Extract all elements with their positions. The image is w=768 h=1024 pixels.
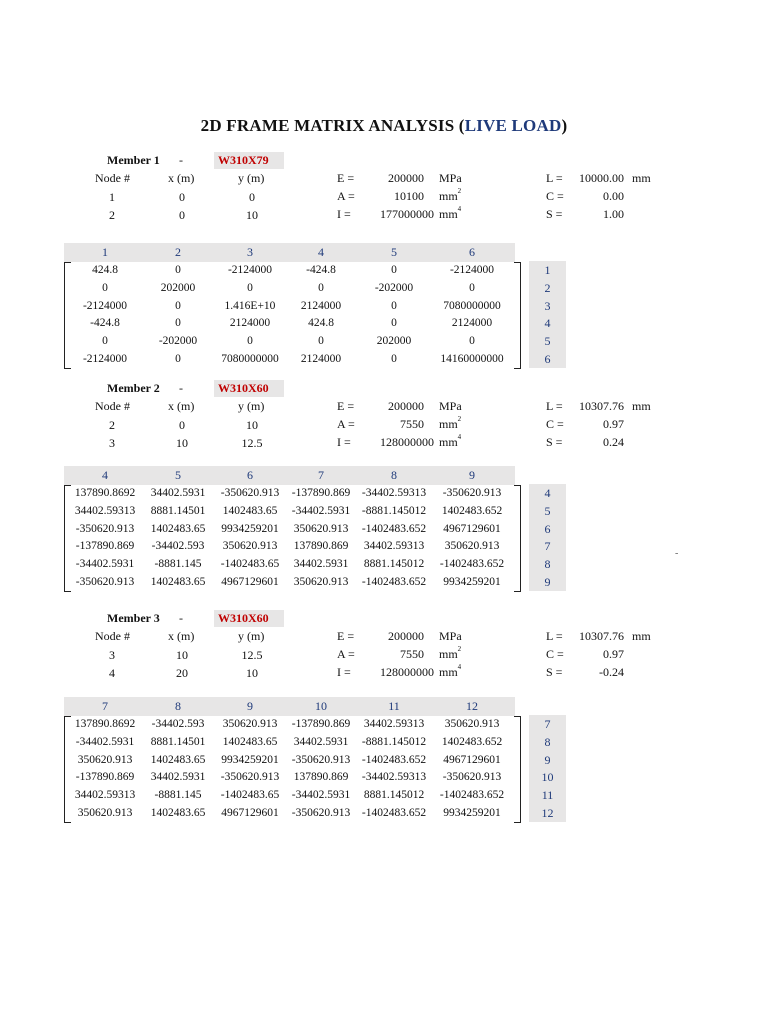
matrix-column-label: 8: [391, 468, 397, 482]
matrix-cell: -8881.145012: [361, 735, 427, 748]
matrix-cell: -8881.145: [154, 789, 202, 802]
matrix-cell: -350620.913: [75, 522, 135, 535]
geom-s-value: -0.24: [599, 665, 624, 679]
matrix-cell: 1402483.652: [441, 735, 503, 748]
matrix-cell: -1402483.652: [439, 789, 505, 802]
member-info-3: [0, 610, 768, 690]
matrix-cell: -137890.869: [291, 718, 351, 730]
node-number: 2: [109, 418, 115, 432]
stiffness-matrix-3: [0, 697, 768, 827]
matrix-cell: 8881.14501: [150, 504, 206, 517]
prop-i-label: I =: [337, 665, 351, 679]
matrix-cell: 2124000: [451, 317, 493, 330]
matrix-cell: 14160000000: [440, 353, 504, 365]
matrix-row-label: 7: [544, 717, 551, 731]
unit-exponent: 2: [457, 187, 462, 195]
matrix-cell: 4967129601: [443, 753, 501, 766]
prop-i-unit: [439, 435, 461, 450]
member-label: Member 2: [107, 381, 160, 395]
unit-exponent: 4: [457, 663, 462, 671]
matrix-column-label: 9: [247, 699, 253, 713]
unit-text: MPa: [439, 171, 462, 185]
matrix-cell: 350620.913: [222, 718, 278, 730]
member-dash: -: [179, 153, 183, 167]
matrix-cell: 137890.8692: [74, 718, 136, 730]
matrix-cell: 202000: [160, 281, 196, 294]
geom-l-value: 10307.76: [579, 399, 624, 413]
prop-i-unit: [439, 207, 461, 222]
matrix-cell: 1402483.65: [150, 807, 206, 819]
matrix-row-label: 4: [544, 316, 551, 331]
matrix-cell: 350620.913: [293, 576, 349, 588]
matrix-cell: 350620.913: [77, 807, 133, 819]
unit-text: MPa: [439, 629, 462, 643]
member-info-2: [0, 380, 768, 460]
stiffness-matrix-1: [0, 243, 768, 373]
matrix-row-label: 9: [544, 752, 551, 767]
prop-i-label: I =: [337, 207, 351, 221]
prop-e-unit: [439, 171, 462, 186]
matrix-cell: -2124000: [82, 353, 128, 365]
prop-i-value: 128000000: [380, 435, 434, 449]
section-designation: W310X60: [214, 380, 284, 397]
unit-text: mm: [439, 207, 458, 221]
matrix-cell: 0: [469, 281, 475, 294]
matrix-row-label: 6: [544, 352, 551, 366]
node-y: 12.5: [241, 436, 263, 450]
matrix-cell: -2124000: [449, 264, 495, 276]
stray-mark: -: [675, 548, 679, 559]
matrix-cell: 34402.5931: [293, 558, 349, 571]
geom-c-value: 0.00: [603, 189, 624, 203]
prop-e-label: E =: [337, 171, 355, 185]
matrix-cell: -202000: [374, 281, 414, 294]
matrix-column-label: 6: [469, 245, 475, 259]
matrix-cell: 4967129601: [221, 576, 279, 588]
prop-e-label: E =: [337, 399, 355, 413]
matrix-cell: -424.8: [90, 317, 120, 330]
matrix-row-label: 3: [544, 298, 551, 313]
matrix-cell: -34402.5931: [291, 789, 351, 802]
matrix-row-label: 10: [541, 770, 554, 785]
matrix-cell: -350620.913: [442, 487, 502, 499]
matrix-cell: 1402483.65: [150, 753, 206, 766]
matrix-row-label: 5: [544, 334, 551, 349]
member-label: Member 1: [107, 153, 160, 167]
matrix-cell: 202000: [376, 335, 412, 348]
matrix-column-label: 5: [175, 468, 181, 482]
prop-i-label: I =: [337, 435, 351, 449]
member-dash: -: [179, 381, 183, 395]
prop-a-label: A =: [337, 189, 355, 203]
node-x: 20: [176, 666, 188, 680]
y-header: y (m): [238, 399, 265, 413]
geom-s-value: 1.00: [603, 207, 624, 221]
node-y: 10: [246, 418, 258, 432]
matrix-column-label: 5: [391, 245, 397, 259]
member-info-1: [0, 152, 768, 232]
geom-c-label: C =: [546, 647, 564, 661]
prop-e-value: 200000: [388, 171, 424, 185]
matrix-cell: 350620.913: [293, 522, 349, 535]
matrix-cell: 0: [175, 317, 181, 330]
matrix-cell: -1402483.652: [361, 807, 427, 819]
page-title: [0, 116, 768, 136]
matrix-cell: -1402483.65: [220, 558, 280, 571]
matrix-cell: 350620.913: [444, 540, 500, 553]
matrix-cell: -424.8: [306, 264, 336, 276]
matrix-cell: 9934259201: [221, 753, 279, 766]
matrix-cell: 0: [318, 335, 324, 348]
matrix-column-label: 2: [175, 245, 181, 259]
geom-s-value: 0.24: [603, 435, 624, 449]
matrix-cell: 1402483.65: [222, 504, 278, 517]
prop-a-unit: [439, 417, 461, 432]
matrix-cell: -137890.869: [75, 540, 135, 553]
matrix-cell: 0: [391, 264, 397, 276]
matrix-row-label: 8: [544, 734, 551, 749]
prop-a-label: A =: [337, 417, 355, 431]
matrix-cell: 9934259201: [221, 522, 279, 535]
prop-i-unit: [439, 665, 461, 680]
geom-l-value: 10307.76: [579, 629, 624, 643]
matrix-cell: 0: [469, 335, 475, 348]
matrix-cell: 1402483.652: [441, 504, 503, 517]
matrix-cell: 34402.59313: [363, 718, 425, 730]
matrix-cell: 0: [102, 281, 108, 294]
prop-e-unit: [439, 629, 462, 644]
matrix-cell: -350620.913: [291, 753, 351, 766]
geom-l-label: L =: [546, 399, 563, 413]
matrix-cell: -350620.913: [442, 771, 502, 784]
matrix-column-label: 12: [466, 699, 478, 713]
unit-text: mm: [439, 665, 458, 679]
matrix-row-label: 1: [544, 263, 551, 277]
unit-exponent: 4: [457, 433, 462, 441]
matrix-column-label: 7: [318, 468, 324, 482]
matrix-cell: 34402.59313: [363, 540, 425, 553]
unit-text: mm: [439, 435, 458, 449]
geom-c-label: C =: [546, 189, 564, 203]
matrix-cell: 4967129601: [443, 522, 501, 535]
unit-text: MPa: [439, 399, 462, 413]
unit-exponent: 4: [457, 205, 462, 213]
node-x: 0: [179, 190, 185, 204]
y-header: y (m): [238, 629, 265, 643]
matrix-row-label: 9: [544, 575, 551, 589]
node-x: 10: [176, 648, 188, 662]
node-header: Node #: [95, 629, 130, 643]
node-number: 2: [109, 208, 115, 222]
matrix-cell: -1402483.65: [220, 789, 280, 802]
matrix-cell: -1402483.652: [439, 558, 505, 571]
matrix-cell: 137890.869: [293, 771, 349, 784]
matrix-row-label: 12: [541, 806, 554, 820]
matrix-cell: 350620.913: [444, 718, 500, 730]
geom-c-value: 0.97: [603, 647, 624, 661]
node-number: 3: [109, 648, 115, 662]
matrix-cell: 1402483.65: [222, 735, 278, 748]
matrix-cell: -34402.593: [151, 540, 205, 553]
matrix-cell: 0: [391, 353, 397, 365]
unit-text: mm: [439, 647, 458, 661]
geom-c-label: C =: [546, 417, 564, 431]
matrix-cell: -350620.913: [220, 487, 280, 499]
node-number: 4: [109, 666, 115, 680]
matrix-column-label: 6: [247, 468, 253, 482]
matrix-cell: 9934259201: [443, 576, 501, 588]
node-y: 10: [246, 208, 258, 222]
matrix-cell: -34402.5931: [75, 735, 135, 748]
node-number: 3: [109, 436, 115, 450]
matrix-cell: 137890.869: [293, 540, 349, 553]
section-designation: W310X79: [214, 152, 284, 169]
prop-i-value: 177000000: [380, 207, 434, 221]
matrix-column-label: 9: [469, 468, 475, 482]
matrix-cell: 7080000000: [443, 299, 501, 312]
matrix-cell: -350620.913: [75, 576, 135, 588]
node-y: 0: [249, 190, 255, 204]
matrix-cell: 8881.14501: [150, 735, 206, 748]
geom-l-unit: mm: [632, 171, 651, 185]
matrix-cell: 9934259201: [443, 807, 501, 819]
prop-a-unit: [439, 189, 461, 204]
matrix-column-label: 10: [315, 699, 327, 713]
matrix-right-bracket: [514, 485, 521, 592]
prop-e-value: 200000: [388, 399, 424, 413]
node-header: Node #: [95, 171, 130, 185]
matrix-right-bracket: [514, 262, 521, 369]
node-y: 10: [246, 666, 258, 680]
x-header: x (m): [168, 629, 195, 643]
x-header: x (m): [168, 399, 195, 413]
node-number: 1: [109, 190, 115, 204]
title-main: 2D FRAME MATRIX ANALYSIS (: [200, 116, 465, 135]
geom-s-label: S =: [546, 207, 563, 221]
matrix-cell: 0: [247, 335, 253, 348]
matrix-cell: -137890.869: [291, 487, 351, 499]
unit-text: mm: [439, 417, 458, 431]
matrix-cell: -8881.145012: [361, 504, 427, 517]
matrix-cell: 424.8: [308, 317, 334, 330]
matrix-cell: 7080000000: [221, 353, 279, 365]
matrix-cell: 4967129601: [221, 807, 279, 819]
matrix-cell: 34402.5931: [150, 771, 206, 784]
geom-l-value: 10000.00: [579, 171, 624, 185]
stiffness-matrix-2: [0, 466, 768, 596]
matrix-column-label: 4: [102, 468, 108, 482]
matrix-row-label: 11: [541, 788, 554, 803]
prop-a-value: 7550: [400, 647, 424, 661]
geom-l-label: L =: [546, 171, 563, 185]
matrix-cell: 350620.913: [222, 540, 278, 553]
matrix-cell: -2124000: [82, 299, 128, 312]
matrix-cell: -350620.913: [291, 807, 351, 819]
matrix-column-label: 4: [318, 245, 324, 259]
matrix-cell: 34402.5931: [293, 735, 349, 748]
matrix-cell: 34402.59313: [74, 789, 136, 802]
matrix-cell: 1402483.65: [150, 522, 206, 535]
member-dash: -: [179, 611, 183, 625]
matrix-column-label: 7: [102, 699, 108, 713]
matrix-cell: 0: [175, 353, 181, 365]
matrix-cell: 0: [247, 281, 253, 294]
matrix-cell: 34402.59313: [74, 504, 136, 517]
matrix-column-label: 8: [175, 699, 181, 713]
matrix-row-label: 6: [544, 521, 551, 536]
matrix-column-label: 11: [388, 699, 400, 713]
node-y: 12.5: [241, 648, 263, 662]
matrix-cell: 424.8: [92, 264, 118, 276]
matrix-cell: -137890.869: [75, 771, 135, 784]
geom-s-label: S =: [546, 665, 563, 679]
matrix-cell: 1402483.65: [150, 576, 206, 588]
matrix-cell: -34402.5931: [75, 558, 135, 571]
matrix-cell: 0: [175, 264, 181, 276]
matrix-cell: 0: [391, 299, 397, 312]
geom-l-unit: mm: [632, 629, 651, 643]
unit-exponent: 2: [457, 645, 462, 653]
unit-text: mm: [439, 189, 458, 203]
geom-l-unit: mm: [632, 399, 651, 413]
matrix-cell: -34402.593: [151, 718, 205, 730]
matrix-cell: 350620.913: [77, 753, 133, 766]
prop-a-value: 10100: [394, 189, 424, 203]
matrix-row-label: 4: [544, 486, 551, 500]
matrix-row-label: 2: [544, 280, 551, 295]
prop-e-value: 200000: [388, 629, 424, 643]
matrix-cell: -2124000: [227, 264, 273, 276]
matrix-cell: -202000: [158, 335, 198, 348]
prop-a-unit: [439, 647, 461, 662]
unit-exponent: 2: [457, 415, 462, 423]
matrix-cell: 8881.145012: [363, 558, 425, 571]
matrix-cell: 2124000: [300, 299, 342, 312]
matrix-cell: -1402483.652: [361, 753, 427, 766]
matrix-cell: 8881.145012: [363, 789, 425, 802]
geom-s-label: S =: [546, 435, 563, 449]
matrix-cell: -1402483.652: [361, 576, 427, 588]
title-load-type: LIVE LOAD: [464, 116, 562, 135]
matrix-cell: -34402.59313: [361, 771, 427, 784]
matrix-cell: 1.416E+10: [224, 299, 276, 312]
matrix-column-label: 3: [247, 245, 253, 259]
title-close: ): [561, 116, 568, 135]
matrix-cell: 2124000: [300, 353, 342, 365]
member-label: Member 3: [107, 611, 160, 625]
matrix-cell: 137890.8692: [74, 487, 136, 499]
matrix-cell: 0: [318, 281, 324, 294]
matrix-cell: 34402.5931: [150, 487, 206, 499]
matrix-right-bracket: [514, 716, 521, 823]
geom-l-label: L =: [546, 629, 563, 643]
node-x: 10: [176, 436, 188, 450]
node-x: 0: [179, 208, 185, 222]
geom-c-value: 0.97: [603, 417, 624, 431]
x-header: x (m): [168, 171, 195, 185]
node-x: 0: [179, 418, 185, 432]
matrix-cell: -350620.913: [220, 771, 280, 784]
matrix-cell: -34402.5931: [291, 504, 351, 517]
matrix-row-label: 8: [544, 557, 551, 572]
matrix-column-label: 1: [102, 245, 108, 259]
prop-e-label: E =: [337, 629, 355, 643]
matrix-cell: -34402.59313: [361, 487, 427, 499]
matrix-cell: -8881.145: [154, 558, 202, 571]
matrix-cell: 0: [102, 335, 108, 348]
matrix-row-label: 7: [544, 539, 551, 554]
section-designation: W310X60: [214, 610, 284, 627]
matrix-cell: 0: [391, 317, 397, 330]
y-header: y (m): [238, 171, 265, 185]
matrix-cell: 0: [175, 299, 181, 312]
prop-e-unit: [439, 399, 462, 414]
matrix-cell: 2124000: [229, 317, 271, 330]
node-header: Node #: [95, 399, 130, 413]
prop-i-value: 128000000: [380, 665, 434, 679]
prop-a-value: 7550: [400, 417, 424, 431]
prop-a-label: A =: [337, 647, 355, 661]
matrix-row-label: 5: [544, 503, 551, 518]
matrix-cell: -1402483.652: [361, 522, 427, 535]
